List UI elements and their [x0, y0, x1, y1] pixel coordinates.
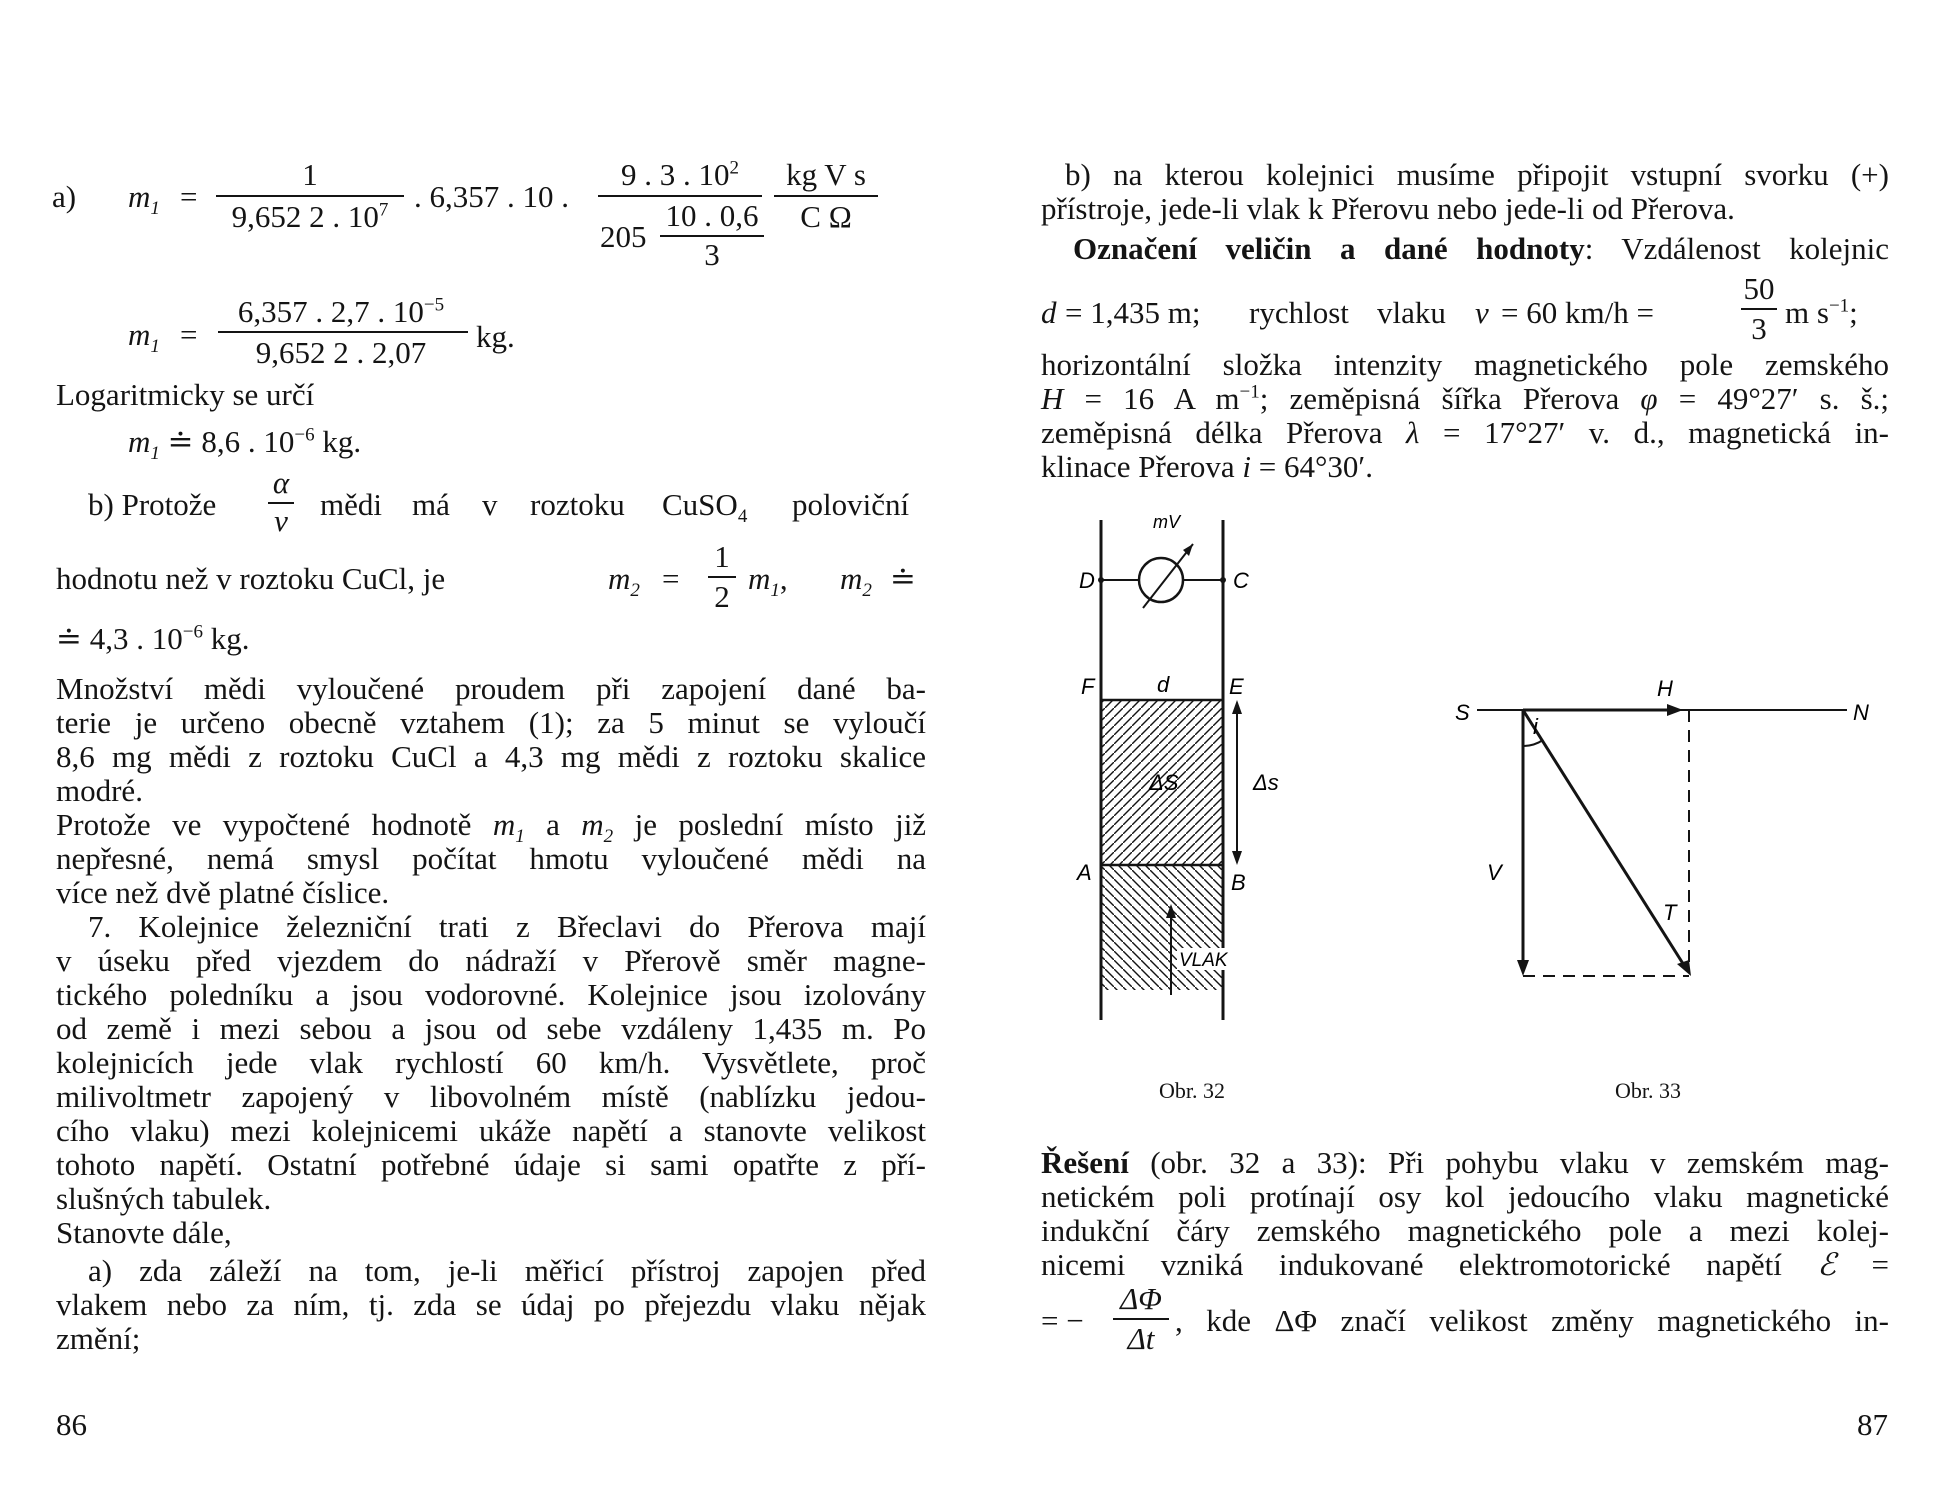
- speed-word: vlaku: [1377, 295, 1446, 330]
- right-page: [977, 0, 1954, 1501]
- d-symbol: d: [1041, 295, 1057, 330]
- fraction2-numerator: 9 . 3 . $10^2$: [621, 157, 739, 192]
- text-line: od země i mezi sebou a jsou od sebe vzdáleny 1,435 m. Po: [56, 1011, 926, 1046]
- part-b-line3: ≐ 4,3 . $10^{-6}$ kg.: [56, 621, 250, 656]
- fraction2-inner-numerator: 10 . 0,6: [665, 198, 759, 233]
- alpha-over-v-num: α: [272, 465, 290, 500]
- text-line: přístroje, jede-li vlak k Přerovu nebo jede-li od Přerova.: [1041, 191, 1735, 226]
- fraction2-bar: [598, 195, 762, 197]
- label-f: F: [1081, 674, 1095, 699]
- cuso4: CuSO$_4$: [662, 487, 748, 528]
- fraction1-bar: [216, 195, 404, 197]
- half-bar: [708, 576, 736, 578]
- part-b-line2-text: hodnotu než v roztoku CuCl, je: [56, 561, 446, 596]
- half-num: 1: [714, 539, 730, 574]
- label-t: T: [1663, 900, 1677, 925]
- equals-sign: =: [180, 179, 198, 214]
- text-line: vlakem nebo za ním, tj. zda se údaj po přejezdu vlaku nějak: [56, 1287, 926, 1322]
- fraction-numerator: 6,357 . 2,7 . $10^{-5}$: [237, 294, 445, 329]
- caption-fig-32: Obr. 32: [1159, 1078, 1225, 1103]
- text-line: cího vlaku) mezi kolejnicemi ukáže napětí a stanovte velikost: [56, 1113, 926, 1148]
- word: má: [412, 487, 450, 522]
- text-line: více než dvě platné číslice.: [56, 875, 390, 910]
- middle-factor: . 6,357 . 10 .: [414, 179, 569, 214]
- label-vlak: VLAK: [1179, 950, 1228, 971]
- fraction-bar: [218, 331, 468, 333]
- figure-32: [1077, 510, 1307, 1030]
- label-small-d: d: [1157, 672, 1170, 697]
- text-line: milivoltmetr zapojený v libovolném místě (nablízku jedou-: [56, 1079, 926, 1114]
- label-d: D: [1079, 568, 1095, 593]
- m2-symbol: $m_2$: [840, 561, 872, 602]
- text-line: zeměpisná délka Přerova λ = 17°27′ v. d., magnetická in-: [1041, 415, 1890, 450]
- text-line: horizontální složka intenzity magnetického pole zemského: [1041, 347, 1889, 382]
- text-line: tohoto napětí. Ostatní potřebné údaje si sami opatřte z pří-: [56, 1147, 926, 1182]
- equals-sign: =: [662, 561, 680, 596]
- word: poloviční: [792, 487, 910, 522]
- text-line: 7. Kolejnice železniční trati z Břeclavi do Přerova mají: [88, 909, 926, 944]
- result-line: $m_1$ ≐ 8,6 . $10^{-6}$ kg.: [128, 424, 362, 465]
- text-line: klinace Přerova i = 64°30′.: [1041, 449, 1373, 484]
- speed-frac-den: 3: [1751, 311, 1767, 346]
- v-symbol: v: [1475, 295, 1489, 330]
- caption-fig-33: Obr. 33: [1615, 1078, 1681, 1103]
- text-line: Řešení (obr. 32 a 33): Při pohybu vlaku v zemském mag-: [1041, 1145, 1890, 1180]
- fraction1-denominator: 9,652 2 . $10^7$: [231, 199, 389, 234]
- label-b: B: [1231, 870, 1246, 895]
- meter-needle: [1143, 544, 1193, 608]
- fraction2-denominator-left: 205: [600, 219, 647, 254]
- m1-symbol: $m_1$,: [748, 561, 788, 602]
- text-line: Protože ve vypočtené hodnotě $m_1$ a $m_2$ je poslední místo již: [56, 807, 927, 848]
- formula-a-label: a): [52, 179, 77, 214]
- text-line: , kde ΔΦ značí velikost změny magnetického in-: [1175, 1303, 1889, 1338]
- label-n: N: [1853, 700, 1869, 725]
- half-den: 2: [714, 579, 730, 614]
- train-hatched-area: [1101, 865, 1223, 990]
- text-line: 8,6 mg mědi z roztoku CuCl a 4,3 mg mědi z roztoku skalice: [56, 739, 926, 774]
- word: roztoku: [530, 487, 625, 522]
- text-line: b) na kterou kolejnici musíme připojit vstupní svorku (+): [1065, 157, 1889, 192]
- text-line: v úseku před vjezdem do nádraží v Přerově směr magne-: [56, 943, 926, 978]
- speed-word: rychlost: [1249, 295, 1349, 330]
- m1-symbol: $m_1$: [128, 179, 160, 220]
- speed-frac-num: 50: [1743, 271, 1775, 306]
- word: v: [482, 487, 498, 522]
- text-line: netickém poli protínají osy kol jedoucího vlaku magnetické: [1041, 1179, 1889, 1214]
- text-line: modré.: [56, 773, 143, 808]
- text-line: H = 16 A $m^{-1}$; zeměpisná šířka Přerova φ = 49°27′ s. š.;: [1041, 381, 1890, 416]
- label-mv: mV: [1153, 512, 1180, 532]
- figure-33: [1457, 670, 1877, 1030]
- label-v: V: [1487, 860, 1502, 885]
- text-line: terie je určeno obecně vztahem (1); za 5 minut se vyloučí: [56, 705, 926, 740]
- page-number: 86: [56, 1407, 87, 1442]
- label-i: i: [1533, 714, 1538, 739]
- equals-sign: =: [180, 317, 198, 352]
- label-delta-s-inner: ΔS: [1149, 770, 1179, 795]
- fraction-denominator: 9,652 2 . 2,07: [255, 335, 427, 370]
- fraction2-inner-denominator: 3: [704, 237, 720, 272]
- flux-frac-den: Δt: [1127, 1321, 1155, 1356]
- part-b-prefix: b) Protože: [88, 487, 217, 522]
- m1-symbol: $m_1$: [128, 317, 160, 358]
- speed-unit: m $s^{-1}$;: [1785, 295, 1858, 330]
- text-line: kolejnicích jede vlak rychlostí 60 km/h. Vysvětlete, proč: [56, 1045, 926, 1080]
- unit: kg.: [476, 319, 515, 354]
- text-line: tického poledníku a jsou vodorovné. Kolejnice jsou izolovány: [56, 977, 926, 1012]
- v-value: = 60 km/h =: [1501, 295, 1654, 330]
- text-line: nepřesné, nemá smysl počítat hmotu vyloučené mědi na: [56, 841, 926, 876]
- approx-sign: ≐: [890, 561, 916, 596]
- vector-t: [1523, 710, 1687, 970]
- alpha-over-v-den: v: [274, 503, 288, 538]
- page-number: 87: [1857, 1407, 1888, 1442]
- unit-bar: [774, 195, 878, 197]
- speed-frac-bar: [1741, 308, 1777, 310]
- log-line: Logaritmicky se určí: [56, 377, 315, 412]
- inclination-arc: [1523, 740, 1543, 746]
- label-e: E: [1229, 674, 1244, 699]
- text-line: Označení veličin a dané hodnoty: Vzdálenost kolejnic: [1073, 231, 1890, 266]
- text-line: změní;: [56, 1321, 141, 1356]
- text-line: slušných tabulek.: [56, 1181, 272, 1216]
- flux-frac-bar: [1113, 1318, 1169, 1320]
- label-h: H: [1657, 676, 1673, 701]
- d-value: = 1,435 m;: [1065, 295, 1201, 330]
- label-a: A: [1077, 860, 1092, 885]
- text-line: indukční čáry zemského magnetického pole a mezi kolej-: [1041, 1213, 1889, 1248]
- unit-numerator: kg V s: [786, 157, 866, 192]
- minus-equals: = −: [1041, 1303, 1084, 1338]
- label-s: S: [1455, 700, 1470, 725]
- text-line: nicemi vzniká indukované elektromotorické napětí ℰ =: [1041, 1247, 1889, 1282]
- label-delta-s-side: Δs: [1253, 770, 1279, 795]
- unit-denominator: C Ω: [800, 199, 852, 234]
- text-line: a) zda záleží na tom, je-li měřicí přístroj zapojen před: [88, 1253, 926, 1288]
- flux-frac-num: ΔΦ: [1120, 1281, 1162, 1316]
- fraction1-numerator: 1: [302, 157, 318, 192]
- label-c: C: [1233, 568, 1249, 593]
- m2-symbol: $m_2$: [608, 561, 640, 602]
- text-line: Množství mědi vyloučené proudem při zapojení dané ba-: [56, 671, 926, 706]
- determine-line: Stanovte dále,: [56, 1215, 232, 1250]
- word: mědi: [320, 487, 382, 522]
